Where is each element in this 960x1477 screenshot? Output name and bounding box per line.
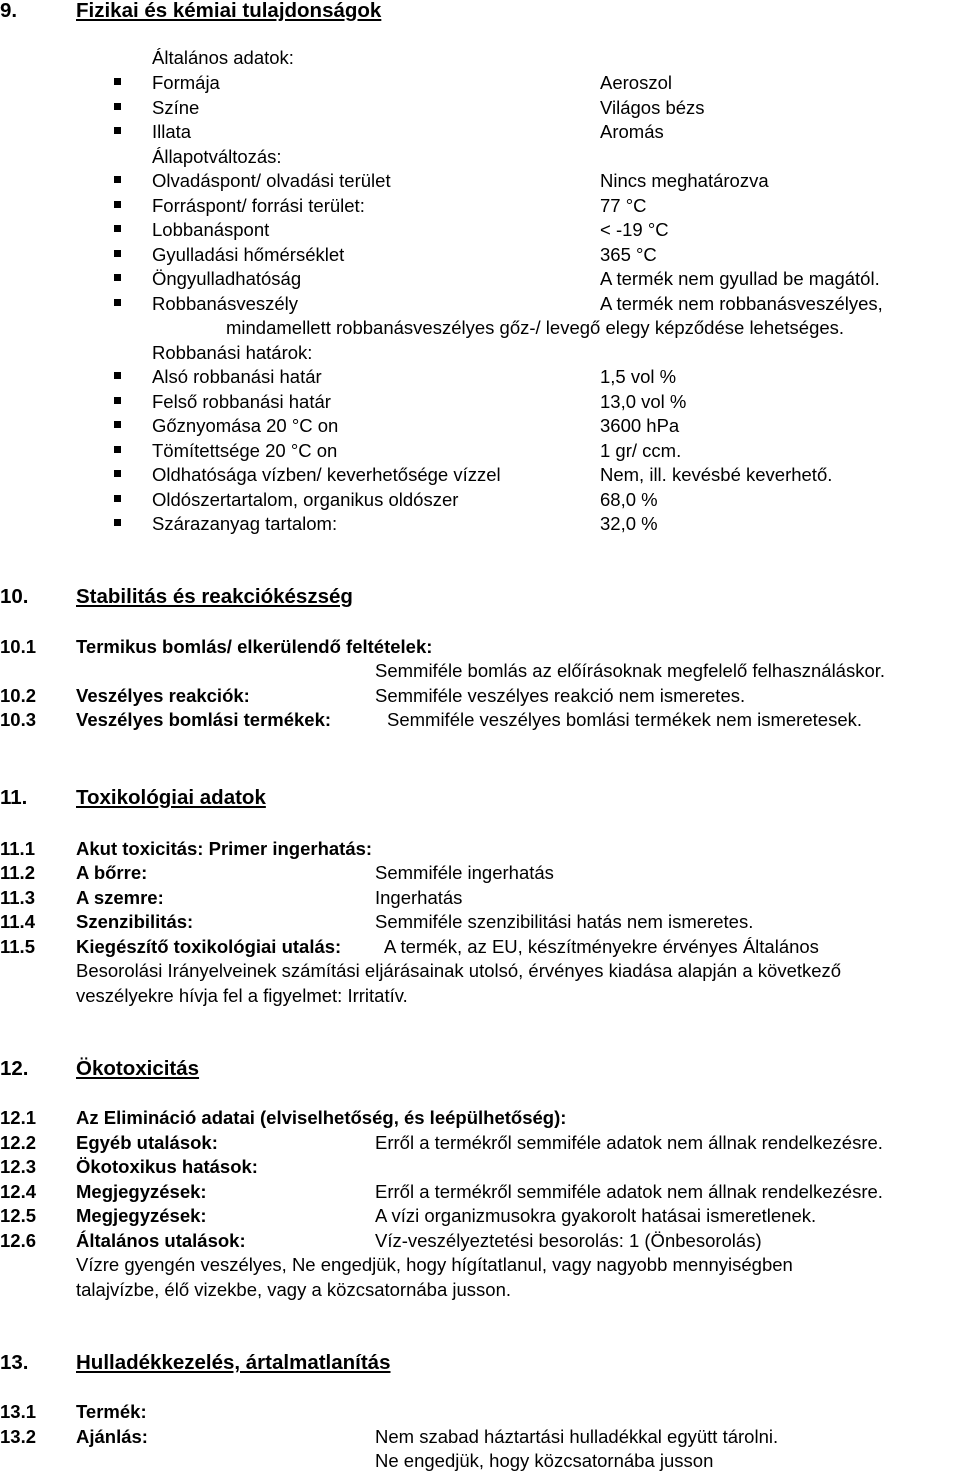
form-value: Aeroszol [600, 72, 672, 93]
flash-label: Lobbanáspont [152, 219, 270, 240]
additional-tox-label: Kiegészítő toxikológiai utalás: [76, 936, 342, 957]
section-13-number: 13. [0, 1351, 29, 1374]
item-number: 12.4 [0, 1181, 37, 1202]
remarks-label: Megjegyzések: [76, 1205, 207, 1226]
vapor-value: 3600 hPa [600, 415, 680, 436]
lower-limit-label: Alsó robbanási határ [152, 366, 322, 387]
bullet-icon [114, 495, 121, 502]
item-number: 11.3 [0, 887, 35, 908]
state-heading: Állapotváltozás: [152, 146, 282, 167]
item-number: 12.6 [0, 1230, 37, 1251]
upper-limit-label: Felső robbanási határ [152, 391, 331, 412]
item-number: 12.5 [0, 1205, 37, 1226]
item-number: 12.2 [0, 1132, 37, 1153]
section-10-title: Stabilitás és reakciókészség [76, 585, 353, 608]
reactions-value: Semmiféle veszélyes reakció nem ismeretes. [375, 685, 746, 706]
product-label: Termék: [76, 1401, 147, 1422]
section-11-title: Toxikológiai adatok [76, 786, 266, 809]
eye-value: Ingerhatás [375, 887, 463, 908]
recommendation-line-2: Ne engedjük, hogy közcsatornába jusson [375, 1450, 714, 1471]
recommendation-value: Nem szabad háztartási hulladékkal együtt tárolni. [375, 1426, 779, 1447]
solid-label: Szárazanyag tartalom: [152, 513, 338, 534]
other-notes-label: Egyéb utalások: [76, 1132, 218, 1153]
boil-value: 77 °C [600, 195, 647, 216]
odor-label: Illata [152, 121, 192, 142]
item-number: 12.1 [0, 1107, 37, 1128]
solubility-label: Oldhatósága vízben/ keverhetősége vízzel [152, 464, 501, 485]
general-notes-line-2: Vízre gyengén veszélyes, Ne engedjük, hogy hígítatlanul, vagy nagyobb mennyiségben [76, 1254, 793, 1275]
flash-value: < -19 °C [600, 219, 669, 240]
density-label: Tömítettsége 20 °C on [152, 440, 338, 461]
bullet-icon [114, 299, 121, 306]
elimination-label: Az Elimináció adatai (elviselhetőség, és leépülhetőség): [76, 1107, 567, 1128]
explosion-value: A termék nem robbanásveszélyes, [600, 293, 883, 314]
thermal-label: Termikus bomlás/ elkerülendő feltételek: [76, 636, 433, 657]
item-number: 13.2 [0, 1426, 37, 1447]
general-notes-line-3: talajvízbe, élő vizekbe, vagy a közcsatornába jusson. [76, 1279, 511, 1300]
bullet-icon [114, 225, 121, 232]
general-notes-value: Víz-veszélyeztetési besorolás: 1 (Önbesorolás) [375, 1230, 762, 1251]
selfign-label: Öngyulladhatóság [152, 268, 302, 289]
form-label: Formája [152, 72, 220, 93]
item-number: 11.4 [0, 911, 35, 932]
solvent-label: Oldószertartalom, organikus oldószer [152, 489, 459, 510]
odor-value: Aromás [600, 121, 664, 142]
item-number: 10.1 [0, 636, 37, 657]
skin-value: Semmiféle ingerhatás [375, 862, 554, 883]
bullet-icon [114, 78, 121, 85]
item-number: 11.2 [0, 862, 35, 883]
decomposition-label: Veszélyes bomlási termékek: [76, 709, 332, 730]
explosion-label: Robbanásveszély [152, 293, 299, 314]
section-9-number: 9. [0, 0, 18, 22]
section-9-title: Fizikai és kémiai tulajdonságok [76, 0, 382, 22]
selfign-value: A termék nem gyullad be magától. [600, 268, 880, 289]
bullet-icon [114, 519, 121, 526]
remarks-label: Megjegyzések: [76, 1181, 207, 1202]
general-notes-label: Általános utalások: [76, 1230, 246, 1251]
solvent-value: 68,0 % [600, 489, 658, 510]
section-12-title: Ökotoxicitás [76, 1057, 200, 1080]
section-12-number: 12. [0, 1057, 29, 1080]
section-11-number: 11. [0, 786, 28, 809]
ignition-value: 365 °C [600, 244, 657, 265]
bullet-icon [114, 103, 121, 110]
melt-value: Nincs meghatározva [600, 170, 769, 191]
bullet-icon [114, 176, 121, 183]
solid-value: 32,0 % [600, 513, 658, 534]
bullet-icon [114, 421, 121, 428]
remarks-value: A vízi organizmusokra gyakorolt hatásai ismeretlenek. [375, 1205, 817, 1226]
boil-label: Forráspont/ forrási terület: [152, 195, 365, 216]
item-number: 11.1 [0, 838, 35, 859]
bullet-icon [114, 127, 121, 134]
lower-limit-value: 1,5 vol % [600, 366, 677, 387]
bullet-icon [114, 397, 121, 404]
bullet-icon [114, 470, 121, 477]
solubility-value: Nem, ill. kevésbé keverhető. [600, 464, 833, 485]
section-10-number: 10. [0, 585, 29, 608]
color-value: Világos bézs [600, 97, 705, 118]
thermal-value: Semmiféle bomlás az előírásoknak megfelelő felhasználáskor. [375, 660, 886, 681]
recommendation-label: Ajánlás: [76, 1426, 148, 1447]
additional-tox-line-3: veszélyekre hívja fel a figyelmet: Irritatív. [76, 985, 408, 1006]
other-notes-value: Erről a termékről semmiféle adatok nem állnak rendelkezésre. [375, 1132, 883, 1153]
item-number: 13.1 [0, 1401, 37, 1422]
bullet-icon [114, 201, 121, 208]
bullet-icon [114, 274, 121, 281]
bullet-icon [114, 446, 121, 453]
general-heading: Általános adatok: [152, 47, 294, 68]
remarks-value: Erről a termékről semmiféle adatok nem állnak rendelkezésre. [375, 1181, 883, 1202]
density-value: 1 gr/ ccm. [600, 440, 682, 461]
melt-label: Olvadáspont/ olvadási terület [152, 170, 391, 191]
acute-label: Akut toxicitás: Primer ingerhatás: [76, 838, 373, 859]
additional-tox-value: A termék, az EU, készítményekre érvényes Általános [384, 936, 819, 957]
color-label: Színe [152, 97, 200, 118]
additional-tox-line-2: Besorolási Irányelveinek számítási eljárásainak utolsó, érvényes kiadása alapján a következő [76, 960, 842, 981]
decomposition-value: Semmiféle veszélyes bomlási termékek nem ismeretesek. [387, 709, 862, 730]
skin-label: A bőrre: [76, 862, 148, 883]
vapor-label: Gőznyomása 20 °C on [152, 415, 339, 436]
ecotox-effects-label: Ökotoxikus hatások: [76, 1156, 258, 1177]
reactions-label: Veszélyes reakciók: [76, 685, 250, 706]
eye-label: A szemre: [76, 887, 164, 908]
limits-heading: Robbanási határok: [152, 342, 313, 363]
section-13-title: Hulladékkezelés, ártalmatlanítás [76, 1351, 391, 1374]
item-number: 12.3 [0, 1156, 37, 1177]
item-number: 11.5 [0, 936, 35, 957]
explosion-continuation: mindamellett robbanásveszélyes gőz-/ levegő elegy képződése lehetséges. [226, 317, 845, 338]
ignition-label: Gyulladási hőmérséklet [152, 244, 345, 265]
upper-limit-value: 13,0 vol % [600, 391, 687, 412]
sensitization-value: Semmiféle szenzibilitási hatás nem ismeretes. [375, 911, 754, 932]
item-number: 10.2 [0, 685, 37, 706]
sensitization-label: Szenzibilitás: [76, 911, 194, 932]
item-number: 10.3 [0, 709, 37, 730]
bullet-icon [114, 250, 121, 257]
bullet-icon [114, 372, 121, 379]
